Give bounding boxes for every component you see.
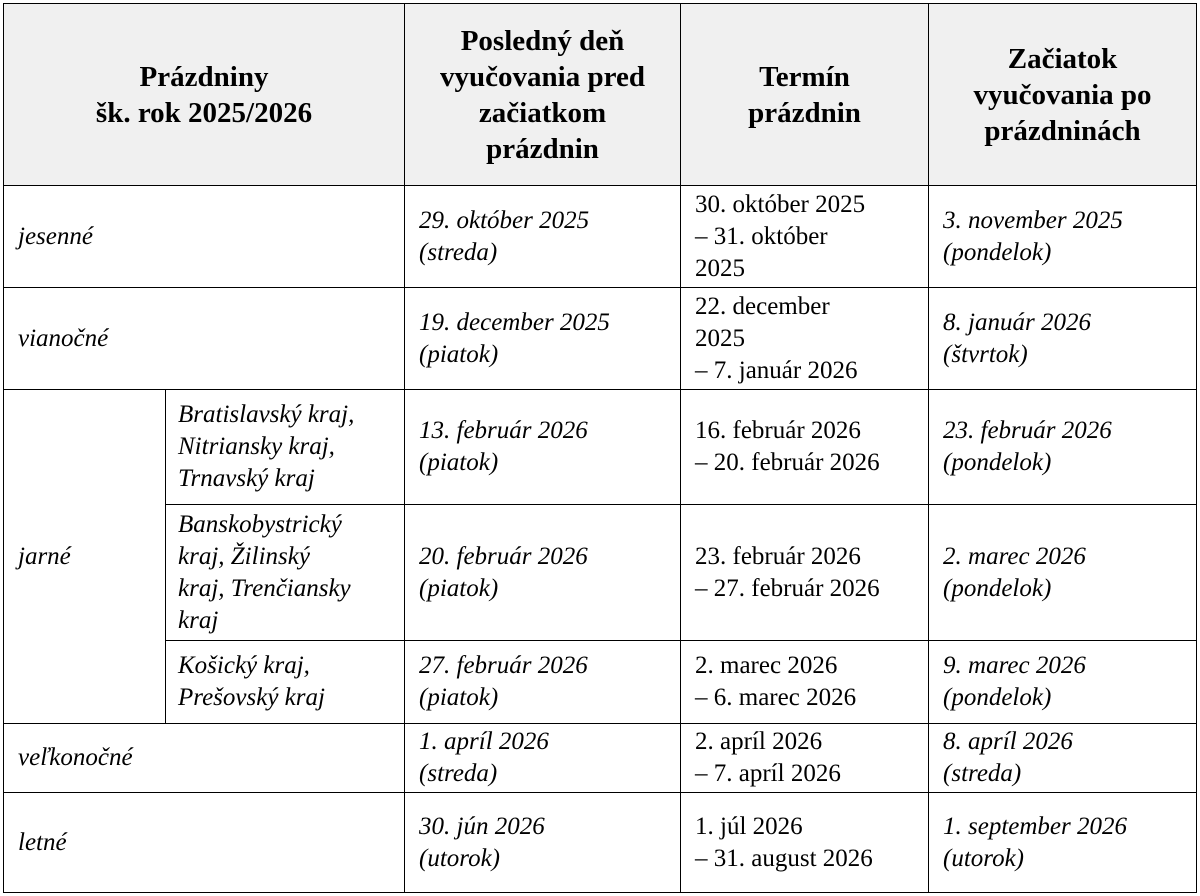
term-letne: 1. júl 2026 – 31. august 2026 bbox=[681, 793, 929, 893]
start-velkonocne: 8. apríl 2026 (streda) bbox=[929, 724, 1197, 793]
term-jarne-3: 2. marec 2026 – 6. marec 2026 bbox=[681, 641, 929, 724]
last-day-jarne-2: 20. február 2026 (piatok) bbox=[405, 505, 681, 641]
start-vianocne: 8. január 2026 (štvrtok) bbox=[929, 288, 1197, 390]
row-jesenne bbox=[4, 186, 1197, 288]
region-jarne-2: Banskobystrický kraj, Žilinský kraj, Trenčiansky kraj bbox=[166, 505, 405, 641]
term-jesenne: 30. október 2025 – 31. október 2025 bbox=[681, 186, 929, 288]
row-letne bbox=[4, 793, 1197, 893]
label-velkonocne: veľkonočné bbox=[4, 724, 405, 793]
last-day-letne: 30. jún 2026 (utorok) bbox=[405, 793, 681, 893]
label-vianocne: vianočné bbox=[4, 288, 405, 390]
region-jarne-1: Bratislavský kraj, Nitriansky kraj, Trnavský kraj bbox=[166, 390, 405, 505]
term-jarne-2: 23. február 2026 – 27. február 2026 bbox=[681, 505, 929, 641]
region-jarne-3: Košický kraj, Prešovský kraj bbox=[166, 641, 405, 724]
label-jarne: jarné bbox=[4, 390, 166, 724]
start-jarne-3: 9. marec 2026 (pondelok) bbox=[929, 641, 1197, 724]
row-jarne-region-3 bbox=[4, 641, 1197, 724]
row-velkonocne bbox=[4, 724, 1197, 793]
label-letne: letné bbox=[4, 793, 405, 893]
header-term: Termín prázdnin bbox=[681, 4, 929, 186]
start-jarne-2: 2. marec 2026 (pondelok) bbox=[929, 505, 1197, 641]
last-day-velkonocne: 1. apríl 2026 (streda) bbox=[405, 724, 681, 793]
term-vianocne: 22. december 2025 – 7. január 2026 bbox=[681, 288, 929, 390]
last-day-jarne-3: 27. február 2026 (piatok) bbox=[405, 641, 681, 724]
row-jarne-region-1 bbox=[4, 390, 1197, 505]
holiday-table bbox=[3, 3, 1197, 893]
header-row bbox=[4, 4, 1197, 186]
start-letne: 1. september 2026 (utorok) bbox=[929, 793, 1197, 893]
header-last-day: Posledný deň vyučovania pred začiatkom prázdnin bbox=[405, 4, 681, 186]
row-vianocne bbox=[4, 288, 1197, 390]
start-jesenne: 3. november 2025 (pondelok) bbox=[929, 186, 1197, 288]
start-jarne-1: 23. február 2026 (pondelok) bbox=[929, 390, 1197, 505]
term-jarne-1: 16. február 2026 – 20. február 2026 bbox=[681, 390, 929, 505]
last-day-jesenne: 29. október 2025 (streda) bbox=[405, 186, 681, 288]
term-velkonocne: 2. apríl 2026 – 7. apríl 2026 bbox=[681, 724, 929, 793]
row-jarne-region-2 bbox=[4, 505, 1197, 641]
label-jesenne: jesenné bbox=[4, 186, 405, 288]
last-day-jarne-1: 13. február 2026 (piatok) bbox=[405, 390, 681, 505]
last-day-vianocne: 19. december 2025 (piatok) bbox=[405, 288, 681, 390]
header-start: Začiatok vyučovania po prázdninách bbox=[929, 4, 1197, 186]
header-holidays: Prázdniny šk. rok 2025/2026 bbox=[4, 4, 405, 186]
